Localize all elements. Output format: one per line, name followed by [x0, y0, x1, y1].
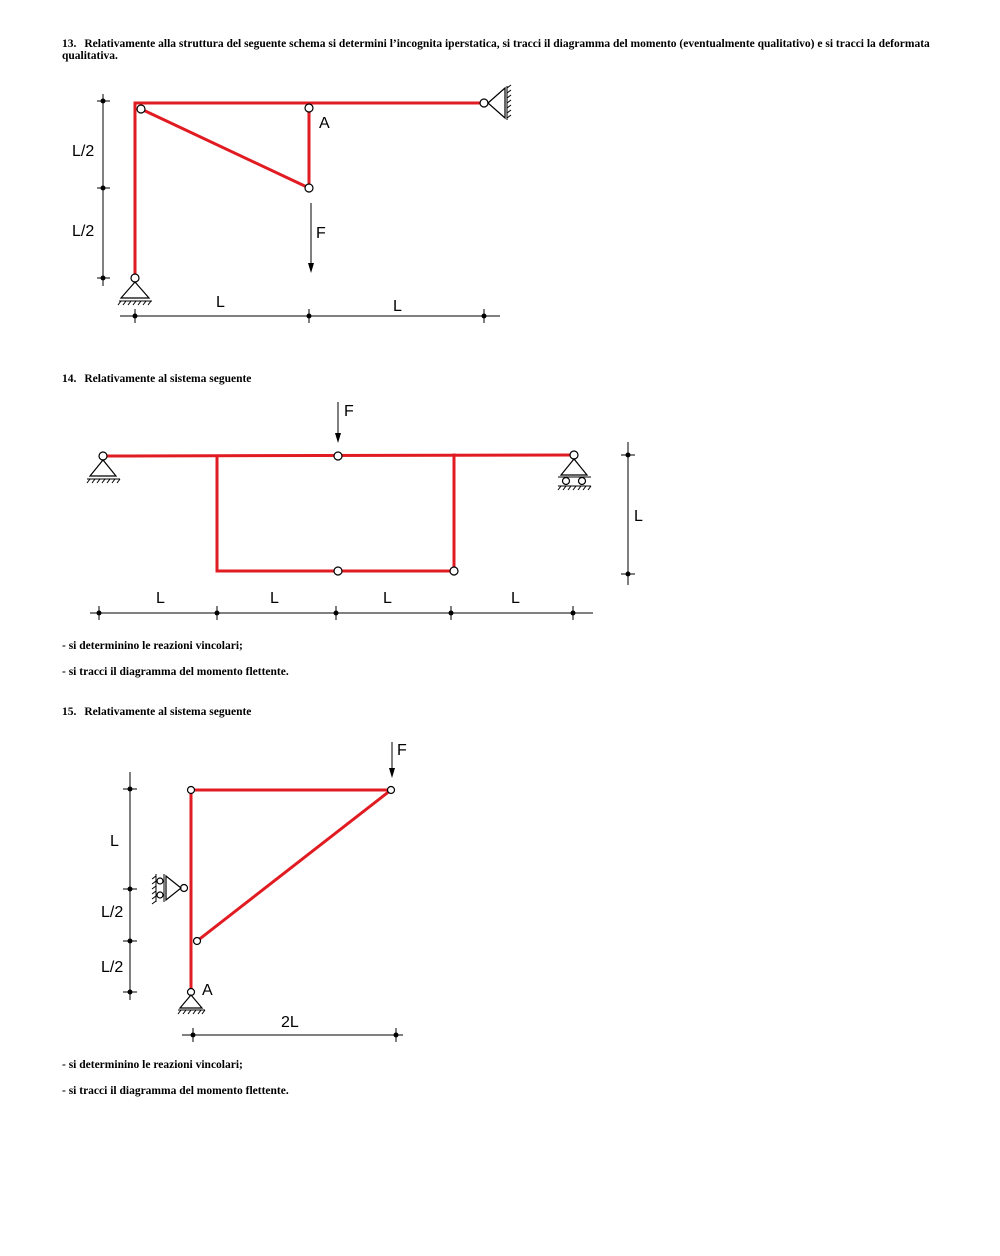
q14-height-label: L	[634, 508, 643, 525]
q15-height-label: L	[110, 833, 119, 850]
q13-half2-label: L/2	[72, 223, 95, 240]
q15-bullet-2: - si tracci il diagramma del momento flettente.	[62, 1085, 289, 1097]
q15-hinge-right	[388, 787, 395, 794]
q14-bullet-2: - si tracci il diagramma del momento flettente.	[62, 666, 289, 678]
q15-number: 15.	[62, 706, 77, 718]
q13-force-label: F	[316, 225, 326, 242]
q13-span2-label: L	[393, 298, 402, 315]
q14-span4-label: L	[511, 590, 520, 607]
q13-text: Relativamente alla struttura del seguente schema si determini l’incognita iperstatica, si tracci il diagramma del momento (eventualmente qualitativo) e si tracci la deformata qualitativa.	[62, 38, 930, 62]
q14-number: 14.	[62, 373, 77, 385]
q14-bullet-1: - si determinino le reazioni vincolari;	[62, 640, 243, 652]
q13-point-a-label: A	[319, 115, 330, 132]
q15-text: Relativamente al sistema seguente	[84, 706, 252, 718]
q15-half2-label: L/2	[101, 959, 124, 976]
q14-span3-label: L	[383, 590, 392, 607]
q15-pin-support-icon	[178, 989, 205, 1015]
q14-text: Relativamente al sistema seguente	[84, 373, 252, 385]
q13-number: 13.	[62, 38, 77, 50]
q14-span2-label: L	[270, 590, 279, 607]
q15-width-label: 2L	[281, 1014, 299, 1031]
q15-point-a-label: A	[202, 982, 213, 999]
q13-half1-label: L/2	[72, 143, 95, 160]
q14-span1-label: L	[156, 590, 165, 607]
q15-bullet-1: - si determinino le reazioni vincolari;	[62, 1059, 243, 1071]
q15-force-label: F	[397, 742, 407, 759]
q14-force-label: F	[344, 403, 354, 420]
q15-hinge-diagonal	[194, 938, 201, 945]
q15-roller-support-icon	[152, 874, 188, 904]
q13-span1-label: L	[216, 294, 225, 311]
q15-force-arrow-icon	[389, 742, 395, 778]
q15-half1-label: L/2	[101, 904, 124, 921]
q15-hinge-top	[188, 787, 195, 794]
